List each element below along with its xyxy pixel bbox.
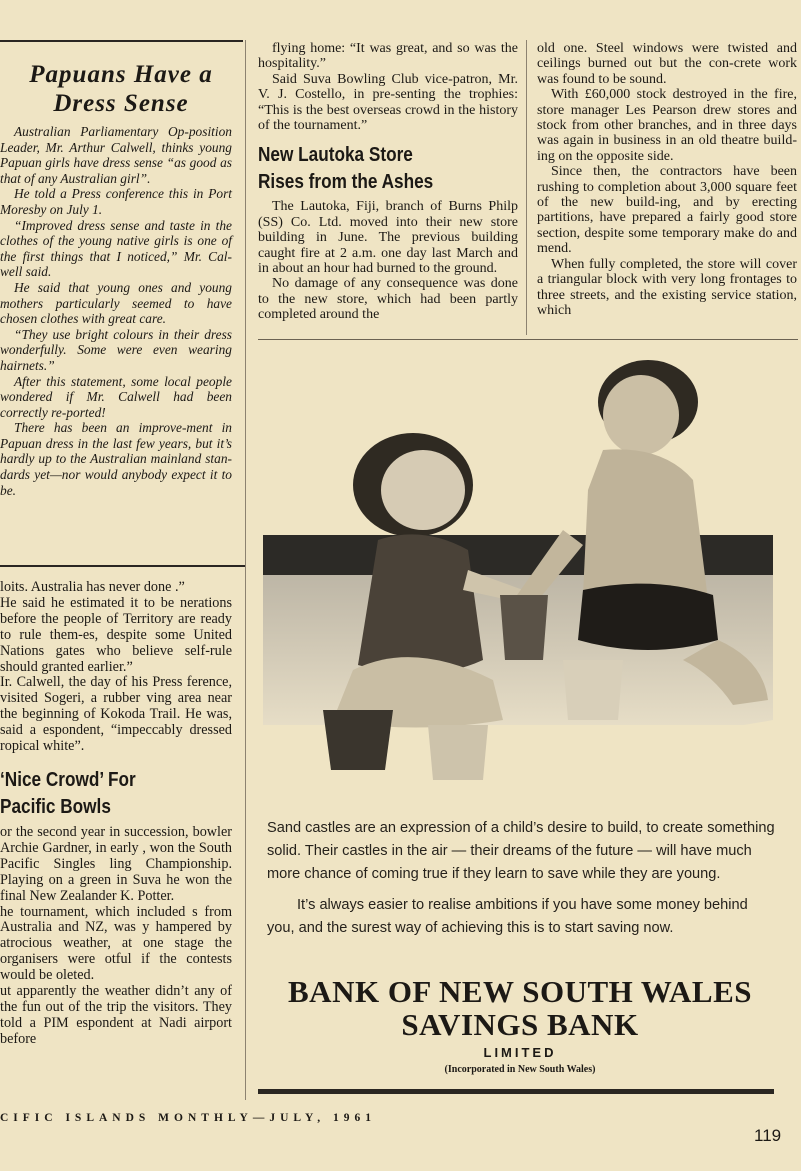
- paragraph: No damage of any consequence was done to the new store, which had been partly completed around the: [258, 276, 518, 323]
- col-divider-1: [245, 40, 246, 1100]
- bank-incorporated: (Incorporated in New South Wales): [444, 1064, 596, 1075]
- running-footer: CIFIC ISLANDS MONTHLY—JULY, 1961: [0, 1112, 376, 1124]
- article-column-3: [537, 41, 797, 318]
- paragraph: flying home: “It was great, and so was the hospitality.”: [258, 41, 518, 72]
- headline-lautoka-1: New Lautoka Store: [258, 144, 413, 167]
- ad-paragraph: It’s always easier to realise ambitions if you have some money behind you, and the surest way of achieving this is to start saving now.: [267, 897, 748, 936]
- paragraph: he tournament, which included s from Australia and NZ, was y hampered by atrocious weather, at one stage the organisers were otful if the contests would be oleted.: [0, 903, 232, 984]
- paragraph: When fully completed, the store will cover a triangular block with very long frontages to three streets, and the existing service station, which: [537, 256, 797, 318]
- article-column-2: [258, 41, 518, 323]
- col1-top-rule: [0, 40, 243, 42]
- col-divider-2: [526, 40, 527, 335]
- article-calwell-continued: [0, 580, 232, 1048]
- paragraph: He said that young ones and young mothers particularly seemed to have chosen clothes with great care.: [0, 279, 232, 327]
- paragraph: Said Suva Bowling Club vice-patron, Mr. V. J. Costello, in pre-senting the trophies: “This is the best overseas crowd in the history of the tournament.”: [258, 71, 518, 134]
- paragraph: ut apparently the weather didn’t any of the fun out of the trip the visitors. They told a PIM espondent at Nadi airport before: [0, 983, 232, 1047]
- headline-pacific-bowls-2: Pacific Bowls: [0, 795, 111, 818]
- paragraph: There has been an improve-ment in Papuan dress in the last few years, but it’s hardly up to the Australian mainland stan-dards yet—nor would anybody expect it to be.: [0, 420, 232, 498]
- page-number: 119: [754, 1126, 782, 1145]
- paragraph: He told a Press conference this in Port Moresby on July 1.: [0, 186, 232, 217]
- paragraph: “They use bright colours in their dress wonderfully. Some were even wearing hairnets.”: [0, 326, 232, 373]
- paragraph: With £60,000 stock destroyed in the fire, store manager Les Pearson drew stores and stock from other branches, and in three days was again in business in an old theatre build-ing on the opposite side.: [537, 87, 797, 164]
- paragraph: Australian Parliamentary Op-position Leader, Mr. Arthur Calwell, thinks young Papuan girls have dress sense “as good as that of any Australian girl”.: [0, 124, 232, 186]
- col1-article-divider: [0, 565, 245, 567]
- paragraph: He said he estimated it to be nerations before the people of Territory are ready to rule them-es, despite some United Nations gates who believe self-rule should granted earlier.”: [0, 594, 232, 675]
- bank-name: BANK OF NEW SOUTH WALES: [288, 974, 752, 1009]
- article-papuans-dress: [0, 60, 232, 498]
- bank-limited: LIMITED: [483, 1045, 557, 1060]
- paragraph: After this statement, some local people wondered if Mr. Calwell had been correctly re-ported!: [0, 373, 232, 420]
- paragraph: The Lautoka, Fiji, branch of Burns Philp (SS) Co. Ltd. moved into their new store building in June. The previous building caught fire at 2 a.m. one day last March and in about an hour had burned to the ground.: [258, 199, 518, 277]
- headline-papuans: Papuans Have a Dress Sense: [29, 61, 213, 117]
- paragraph: Ir. Calwell, the day of his Press ference, visited Sogeri, a rubber ving area near the beginning of Kokoda Trail. He was, said a espondent, “impeccably dressed ropical white”.: [0, 674, 232, 755]
- bank-ad-copy: [267, 817, 779, 948]
- paragraph: “Improved dress sense and taste in the clothes of the young native girls is one of the first things that I noticed,” Mr. Cal-well said.: [0, 217, 232, 280]
- headline-lautoka-2: Rises from the Ashes: [258, 171, 434, 194]
- headline-pacific-bowls-1: ‘Nice Crowd’ For: [0, 768, 136, 791]
- children-sandcastle-photo: [263, 340, 773, 810]
- ad-paragraph: Sand castles are an expression of a child’s desire to build, to create something solid. Their castles in the air — their dreams of the future — will have much more chance of coming true if they learn to save while they are young.: [267, 820, 775, 882]
- paragraph: Since then, the contractors have been rushing to completion about 3,000 square feet of the new build-ing, and by erecting partitions, have prepared a fairly good store section, despite some temporary make do and mend.: [537, 164, 797, 257]
- paragraph: or the second year in succession, bowler Archie Gardner, in early , won the South Pacific Singles ling Championship. Playing on a green in Suva he won the final New Zealander K. Potter.: [0, 823, 232, 904]
- bank-logo-block: [255, 975, 785, 1075]
- paragraph: old one. Steel windows were twisted and ceilings burned out but the con-crete work was found to be sound.: [537, 41, 797, 87]
- bank-subname: SAVINGS BANK: [401, 1007, 639, 1042]
- ad-bottom-rule: [258, 1089, 774, 1094]
- paragraph: loits. Australia has never done .”: [0, 579, 185, 595]
